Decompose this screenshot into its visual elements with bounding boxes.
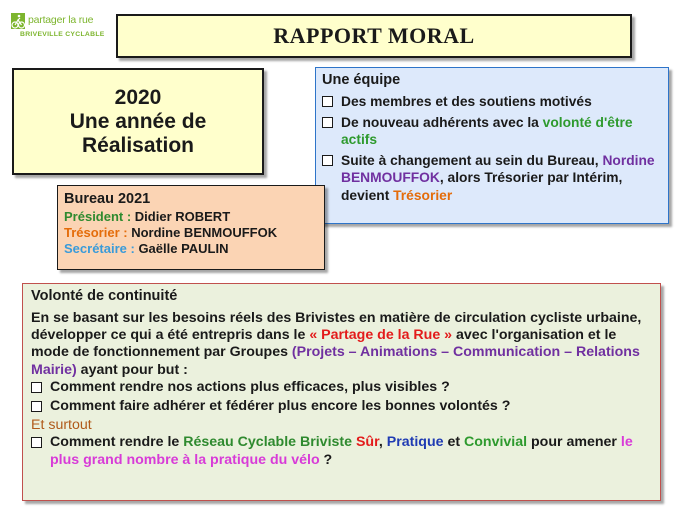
logo <box>10 12 106 46</box>
team-item-volonte: volonté d'être actifs <box>341 114 633 147</box>
et-surtout: Et surtout <box>31 417 92 434</box>
logo-text-main: partager la rue <box>28 14 94 26</box>
secretaire-name: Gaëlle PAULIN <box>138 241 229 256</box>
year-line-2: Une année de <box>69 109 207 133</box>
network-pratique: Pratique <box>386 434 444 451</box>
team-item-bureau-change <box>322 152 662 205</box>
team-item-new-members-text: De nouveau adhérents avec la <box>341 114 543 130</box>
team-item-bureau-text-2: , alors Trésorier par Intérim, devient <box>341 170 623 203</box>
para-text-1: En se basant sur les besoins réels des Brivistes en matière de circulation cycliste urbaine, développer ce qui a été entrepris dans le <box>31 310 642 344</box>
para-groups: (Projets – Animations – Communication – Relations Mairie) <box>31 344 640 378</box>
logo-text-sub: BRIVEVILLE CYCLABLE <box>20 31 105 38</box>
bureau-tresorier <box>64 225 318 241</box>
checkbox-bullet-icon <box>31 401 42 412</box>
para-partage: « Partage de la Rue » <box>309 327 453 344</box>
tresorier-label: Trésorier : <box>64 225 132 240</box>
continuity-item-efficacy <box>31 379 652 396</box>
checkbox-bullet-icon <box>31 382 42 393</box>
continuity-paragraph <box>31 310 652 379</box>
network-sep-1: , <box>378 434 387 451</box>
network-text-2: pour amener <box>527 434 621 451</box>
checkbox-bullet-icon <box>322 155 333 166</box>
team-item-members-text: Des membres et des soutiens motivés <box>341 94 592 109</box>
network-sep-2: et <box>443 434 464 451</box>
continuity-item-network <box>31 434 652 468</box>
network-name: Réseau Cyclable Briviste <box>183 434 353 451</box>
network-sur: Sûr <box>355 434 379 451</box>
checkbox-bullet-icon <box>322 96 333 107</box>
year-line-1: 2020 <box>114 85 162 109</box>
team-item-name: Nordine BENMOUFFOK <box>341 152 655 185</box>
bureau-box <box>57 185 325 270</box>
bureau-heading: Bureau 2021 <box>64 191 151 207</box>
team-heading: Une équipe <box>322 72 401 88</box>
checkbox-bullet-icon <box>31 437 42 448</box>
president-label: Président : <box>64 209 135 224</box>
continuity-item-efficacy-text: Comment rendre nos actions plus efficaces, plus visibles ? <box>50 378 450 395</box>
para-text-2: avec l'organisation et le mode de fonctionnement par Groupes <box>31 327 617 361</box>
year-summary-box <box>12 68 264 175</box>
para-text-3: ayant pour but : <box>76 361 188 378</box>
continuity-heading: Volonté de continuité <box>31 288 178 304</box>
continuity-item-federate-text: Comment faire adhérer et fédérer plus encore les bonnes volontés ? <box>50 398 511 415</box>
team-item-role: Trésorier <box>393 187 453 203</box>
bureau-president <box>64 209 318 225</box>
cyclist-logo-icon <box>10 12 28 32</box>
secretaire-label: Secrétaire : <box>64 241 139 256</box>
network-goal: le plus grand nombre à la pratique du vélo <box>50 434 633 468</box>
tresorier-name: Nordine BENMOUFFOK <box>131 225 278 240</box>
continuity-item-federate <box>31 398 652 415</box>
year-line-3: Réalisation <box>81 133 195 157</box>
title-banner <box>116 14 632 58</box>
network-convivial: Convivial <box>464 434 528 451</box>
bureau-secretaire <box>64 241 318 257</box>
president-name: Didier ROBERT <box>134 209 231 224</box>
page-title: RAPPORT MORAL <box>273 23 475 48</box>
network-text-1: Comment rendre le <box>50 434 184 451</box>
team-item-bureau-text: Suite à changement au sein du Bureau, <box>341 152 603 168</box>
team-item-new-members <box>322 114 662 149</box>
network-text-3: ? <box>319 451 333 468</box>
continuity-box <box>22 283 661 501</box>
team-item-members <box>322 93 662 111</box>
team-box <box>315 67 669 224</box>
checkbox-bullet-icon <box>322 117 333 128</box>
